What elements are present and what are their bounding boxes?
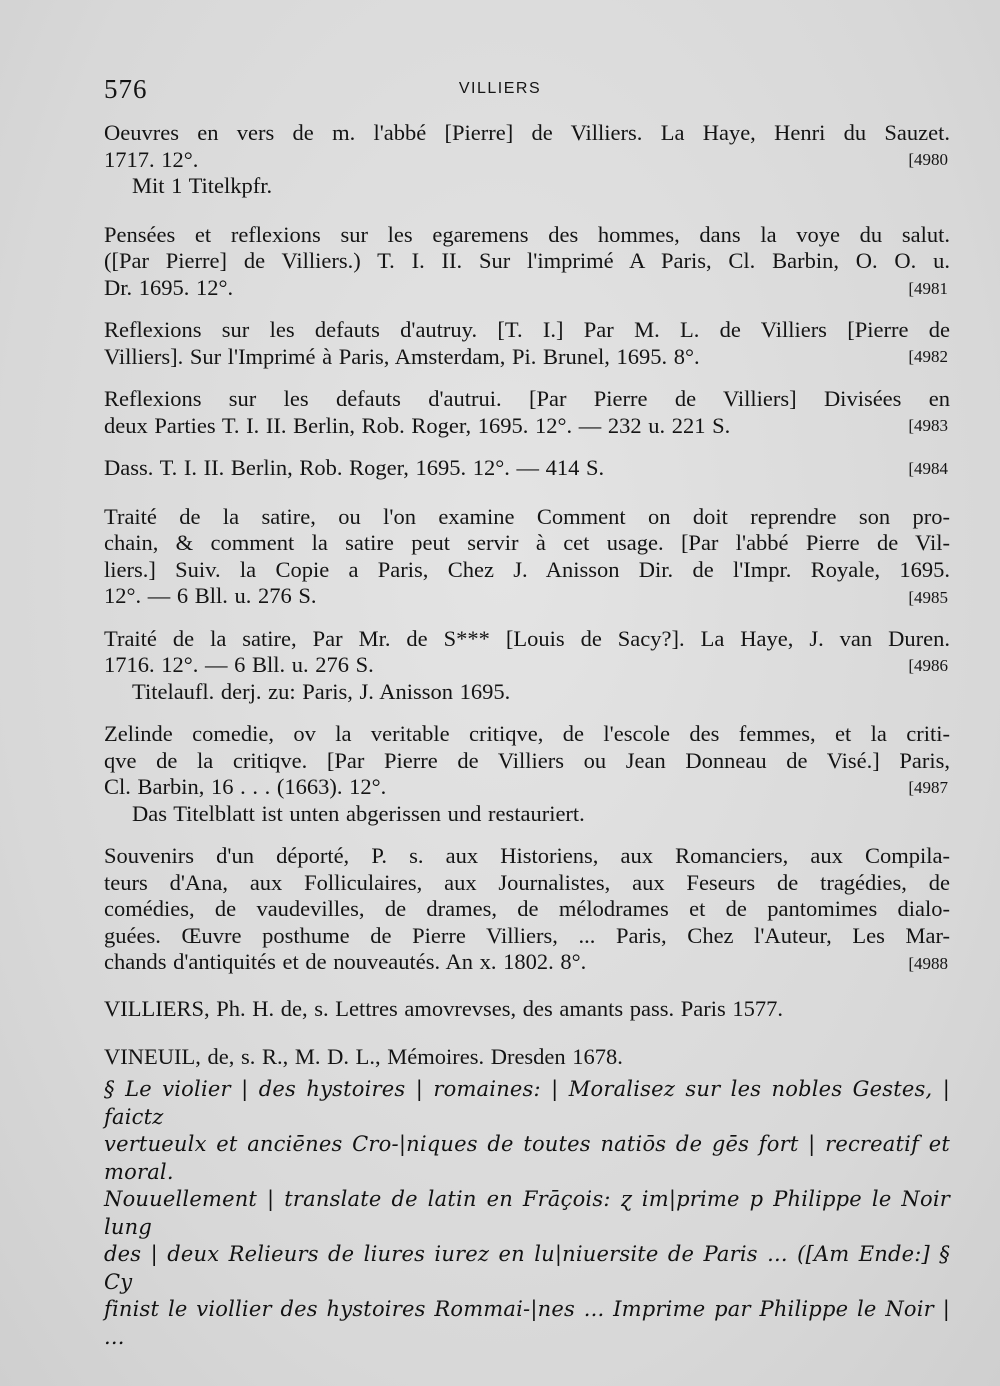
- fraktur-line: vertueulx et anciēnes Cro-|niques de toutes natiōs de gēs fort | recreatif et moral.: [104, 1132, 950, 1184]
- entry-line: Dass. T. I. II. Berlin, Rob. Roger, 1695. 12°. — 414 S.: [104, 455, 605, 480]
- bibliography-entry-4987: [104, 721, 950, 827]
- running-head: VILLIERS: [458, 80, 542, 97]
- entry-note: Titelaufl. derj. zu: Paris, J. Anisson 1695.: [132, 678, 511, 704]
- entry-line: Cl. Barbin, 16 . . . (1663). 12°.: [104, 774, 387, 799]
- entry-number: [4984: [908, 459, 948, 478]
- bibliography-entries: [104, 120, 950, 1087]
- entry-line: 1716. 12°. — 6 Bll. u. 276 S.: [104, 652, 374, 677]
- fraktur-line: finist le viollier des hystoires Rommai-|nes ... Imprime par Philippe le Noir | ...: [104, 1297, 950, 1349]
- entry-number: [4987: [908, 778, 948, 797]
- bibliography-entry-4983: [104, 386, 950, 439]
- cross-reference-vineuil: [104, 1044, 950, 1071]
- cross-reference-villiers: [104, 996, 950, 1023]
- entry-line: deux Parties T. I. II. Berlin, Rob. Roger, 1695. 12°. — 232 u. 221 S.: [104, 412, 731, 438]
- fraktur-line: des | deux Relieurs de liures iurez en lu|niuersite de Paris ... ([Am Ende:] § Cy: [104, 1242, 950, 1294]
- entry-line: 12°. — 6 Bll. u. 276 S.: [104, 583, 317, 608]
- entry-line: Reflexions sur les defauts d'autrui. [Par Pierre de Villiers] Divisées en: [104, 386, 950, 411]
- bibliography-entry-4986: [104, 626, 950, 706]
- entry-line: chain, & comment la satire peut servir à cet usage. [Par l'abbé Pierre de Vil-: [104, 530, 950, 555]
- entry-line: Zelinde comedie, ov la veritable critiqve, de l'escole des femmes, et la criti-: [104, 721, 950, 746]
- entry-line: ([Par Pierre] de Villiers.) T. I. II. Sur l'imprimé A Paris, Cl. Barbin, O. O. u.: [104, 248, 950, 273]
- entry-number: [4983: [908, 416, 948, 435]
- entry-number: [4980: [908, 150, 948, 169]
- entry-note: Mit 1 Titelkpfr.: [132, 173, 273, 198]
- entry-line: chands d'antiquités et de nouveautés. An x. 1802. 8°.: [104, 949, 587, 974]
- entry-line: guées. Œuvre posthume de Pierre Villiers, ... Paris, Chez l'Auteur, Les Mar-: [104, 922, 950, 948]
- entry-line: teurs d'Ana, aux Folliculaires, aux Journalistes, aux Feseurs de tragédies, de: [104, 869, 950, 895]
- entry-line: Traité de la satire, Par Mr. de S*** [Louis de Sacy?]. La Haye, J. van Duren.: [104, 625, 950, 651]
- entry-number: [4981: [908, 278, 948, 298]
- entry-number: [4982: [908, 347, 948, 366]
- entry-line: VILLIERS, Ph. H. de, s. Lettres amovrevses, des amants pass. Paris 1577.: [104, 995, 784, 1021]
- fraktur-line: Nouuellement | translate de latin en Frāçois: ɀ im|prime p Philippe le Noir lung: [104, 1187, 950, 1239]
- entry-line: qve de la critiqve. [Par Pierre de Villiers ou Jean Donneau de Visé.] Paris,: [104, 747, 950, 773]
- entry-line: comédies, de vaudevilles, de drames, de mélodrames et de pantomimes dialo-: [104, 896, 950, 921]
- entry-number: [4985: [908, 587, 948, 607]
- entry-line: Dr. 1695. 12°.: [104, 274, 234, 300]
- entry-number: [4986: [908, 655, 948, 675]
- fraktur-line: § Le violier | des hystoires | romaines: | Moralisez sur les nobles Gestes, | faictz: [104, 1077, 950, 1129]
- entry-line: Souvenirs d'un déporté, P. s. aux Historiens, aux Romanciers, aux Compila-: [104, 843, 950, 868]
- bibliography-entry-4988: [104, 843, 950, 976]
- entry-line: Pensées et reflexions sur les egaremens des hommes, dans la voye du salut.: [104, 221, 950, 247]
- entry-line: VINEUIL, de, s. R., M. D. L., Mémoires. Dresden 1678.: [104, 1044, 623, 1069]
- bibliography-entry-4981: [104, 222, 950, 302]
- bibliography-entry-4982: [104, 317, 950, 370]
- entry-line: Oeuvres en vers de m. l'abbé [Pierre] de Villiers. La Haye, Henri du Sauzet.: [104, 120, 950, 145]
- entry-line: Reflexions sur les defauts d'autruy. [T. I.] Par M. L. de Villiers [Pierre de: [104, 317, 950, 342]
- bibliography-entry-4985: [104, 504, 950, 610]
- entry-line: Villiers]. Sur l'Imprimé à Paris, Amsterdam, Pi. Brunel, 1695. 8°.: [104, 343, 700, 369]
- entry-line: Traité de la satire, ou l'on examine Comment on doit reprendre son pro-: [104, 503, 950, 529]
- entry-number: [4988: [908, 954, 948, 973]
- entry-note: Das Titelblatt ist unten abgerissen und restauriert.: [132, 800, 585, 826]
- fraktur-entry-violier: [104, 1076, 950, 1351]
- entry-line: liers.] Suiv. la Copie a Paris, Chez J. Anisson Dir. de l'Impr. Royale, 1695.: [104, 556, 950, 582]
- bibliography-entry-4984: [104, 455, 950, 482]
- entry-line: 1717. 12°.: [104, 146, 199, 172]
- bibliography-entry-4980: [104, 120, 950, 200]
- page-number: 576: [104, 74, 148, 104]
